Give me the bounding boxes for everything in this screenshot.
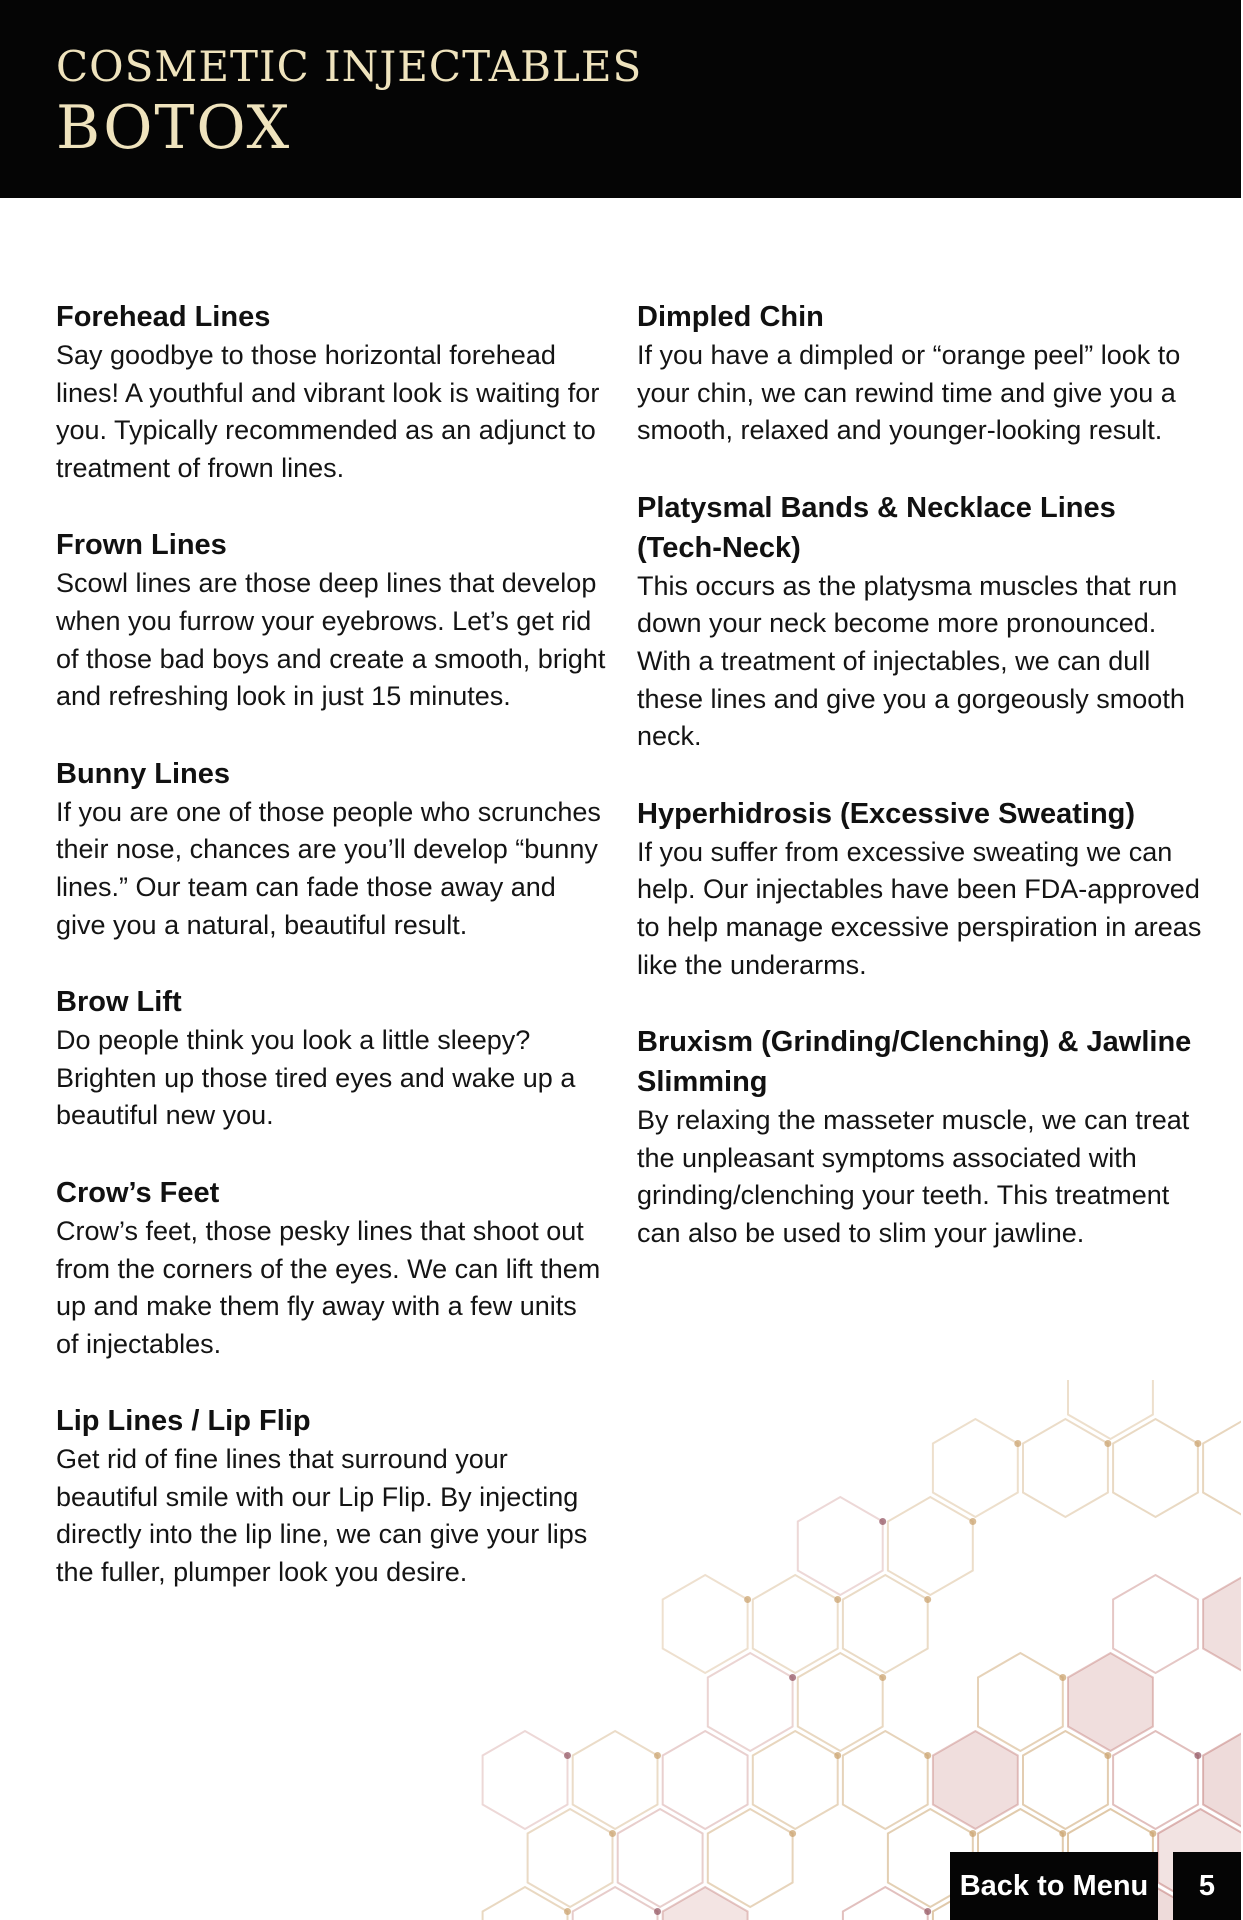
right-column <box>637 297 1207 1291</box>
section-body: Do people think you look a little sleepy? Brighten up those tired eyes and wake up a beautiful new you. <box>56 1025 576 1131</box>
hexagon-shape <box>798 1497 883 1595</box>
hexagon-shape <box>1203 1419 1243 1517</box>
hexagon-shape <box>708 1809 793 1907</box>
section-body: If you are one of those people who scrunches their nose, chances are you’ll develop “bunny lines.” Our team can fade those away and give you a natural, beautiful result. <box>56 796 601 940</box>
hexagon-shape <box>753 1731 838 1829</box>
hexagon-shape <box>1113 1575 1198 1673</box>
hexagon-shape <box>978 1653 1063 1751</box>
hexagon-node-dot <box>564 1908 571 1915</box>
section-platysmal-bands <box>637 488 1207 756</box>
hexagon-node-dot <box>1104 1440 1111 1447</box>
hexagon-shape <box>483 1887 568 1920</box>
section-title: Brow Lift <box>56 986 182 1019</box>
hexagon-node-dot <box>924 1596 931 1603</box>
hexagon-shape <box>1068 1380 1153 1439</box>
section-lip-lines <box>56 1401 606 1591</box>
hexagon-node-dot <box>1059 1674 1066 1681</box>
section-title: Platysmal Bands & Necklace Lines (Tech-Neck) <box>637 491 1116 564</box>
section-body: Say goodbye to those horizontal forehead lines! A youthful and vibrant look is waiting for you. Typically recommended as an adjunct to treatment of frown lines. <box>56 340 600 483</box>
section-body: Scowl lines are those deep lines that develop when you furrow your eyebrows. Let’s get rid of those bad boys and create a smooth, bright and refreshing look in just 15 minutes. <box>56 568 606 712</box>
hexagon-shape <box>933 1419 1018 1517</box>
section-hyperhidrosis <box>637 794 1207 984</box>
hexagon-shape <box>753 1575 838 1673</box>
section-body: If you suffer from excessive sweating we can help. Our injectables have been FDA-approved to help manage excessive perspiration in areas like the underarms. <box>637 836 1202 980</box>
section-body: Crow’s feet, those pesky lines that shoot out from the corners of the eyes. We can lift them up and make them fly away with a few units of injectables. <box>56 1215 601 1359</box>
section-body: By relaxing the masseter muscle, we can treat the unpleasant symptoms associated with grinding/clenching your teeth. This treatment can also be used to slim your jawline. <box>637 1105 1190 1248</box>
hexagon-shape <box>618 1809 703 1907</box>
hexagon-node-dot <box>879 1674 886 1681</box>
section-frown-lines <box>56 525 606 715</box>
section-body: This occurs as the platysma muscles that run down your neck become more pronounced. With a treatment of injectables, we can dull these lines and give you a gorgeously smooth neck. <box>637 570 1185 752</box>
hexagon-node-dot <box>924 1908 931 1915</box>
hexagon-shape <box>528 1809 613 1907</box>
hexagon-node-dot <box>969 1518 976 1525</box>
section-dimpled-chin <box>637 297 1207 450</box>
hexagon-node-dot <box>744 1596 751 1603</box>
section-title: Frown Lines <box>56 529 227 562</box>
section-bruxism <box>637 1022 1207 1252</box>
hexagon-shape <box>573 1887 658 1920</box>
section-title: Bunny Lines <box>56 757 231 790</box>
hexagon-node-dot <box>654 1752 661 1759</box>
hexagon-shape <box>663 1731 748 1829</box>
page-title: BOTOX <box>56 93 292 163</box>
section-title: Hyperhidrosis (Excessive Sweating) <box>637 797 1136 830</box>
section-brow-lift <box>56 982 606 1135</box>
section-title: Crow’s Feet <box>56 1176 220 1209</box>
hexagon-node-dot <box>564 1752 571 1759</box>
back-to-menu-button[interactable]: Back to Menu <box>950 1852 1158 1920</box>
section-title: Dimpled Chin <box>637 301 824 333</box>
hexagon-shape <box>1023 1419 1108 1517</box>
hexagon-shape <box>1203 1575 1243 1673</box>
hexagon-shape <box>663 1575 748 1673</box>
section-forehead-lines <box>56 297 606 487</box>
section-crows-feet <box>56 1173 606 1363</box>
hexagon-shape <box>708 1653 793 1751</box>
section-title: Bruxism (Grinding/Clenching) & Jawline Slimming <box>637 1026 1192 1099</box>
hexagon-node-dot <box>879 1518 886 1525</box>
hexagon-node-dot <box>789 1674 796 1681</box>
section-body: Get rid of fine lines that surround your beautiful smile with our Lip Flip. By injecting directly into the lip line, we can give your lips the fuller, plumper look you desire. <box>56 1444 588 1588</box>
hexagon-shape <box>888 1497 973 1595</box>
hexagon-node-dot <box>789 1830 796 1837</box>
hexagon-node-dot <box>609 1830 616 1837</box>
section-bunny-lines <box>56 754 606 944</box>
header-subtitle: COSMETIC INJECTABLES <box>56 42 643 91</box>
hexagon-shape <box>663 1887 748 1920</box>
hexagon-shape <box>843 1887 928 1920</box>
page-number: 5 <box>1173 1852 1241 1920</box>
hexagon-shape <box>798 1653 883 1751</box>
hexagon-node-dot <box>834 1752 841 1759</box>
hexagon-node-dot <box>654 1908 661 1915</box>
hexagon-shape <box>843 1731 928 1829</box>
hexagon-node-dot <box>1014 1440 1021 1447</box>
hexagon-node-dot <box>1194 1752 1201 1759</box>
hexagon-node-dot <box>1194 1440 1201 1447</box>
hexagon-node-dot <box>1104 1752 1111 1759</box>
hexagon-shape <box>1113 1419 1198 1517</box>
hexagon-shape <box>1023 1731 1108 1829</box>
section-title: Forehead Lines <box>56 301 271 333</box>
hexagon-shape <box>843 1575 928 1673</box>
hexagon-shape <box>1113 1731 1198 1829</box>
hexagon-shape <box>933 1731 1018 1829</box>
hexagon-shape <box>573 1731 658 1829</box>
hexagon-node-dot <box>1149 1830 1156 1837</box>
hexagon-shape <box>1068 1653 1153 1751</box>
left-column <box>56 297 606 1630</box>
hexagon-node-dot <box>969 1830 976 1837</box>
section-title: Lip Lines / Lip Flip <box>56 1405 311 1438</box>
hexagon-node-dot <box>1059 1830 1066 1837</box>
section-body: If you have a dimpled or “orange peel” look to your chin, we can rewind time and give you a smooth, relaxed and younger-looking result. <box>637 340 1181 446</box>
page-header <box>0 0 1243 198</box>
hexagon-node-dot <box>924 1752 931 1759</box>
hexagon-node-dot <box>834 1596 841 1603</box>
hexagon-shape <box>483 1731 568 1829</box>
